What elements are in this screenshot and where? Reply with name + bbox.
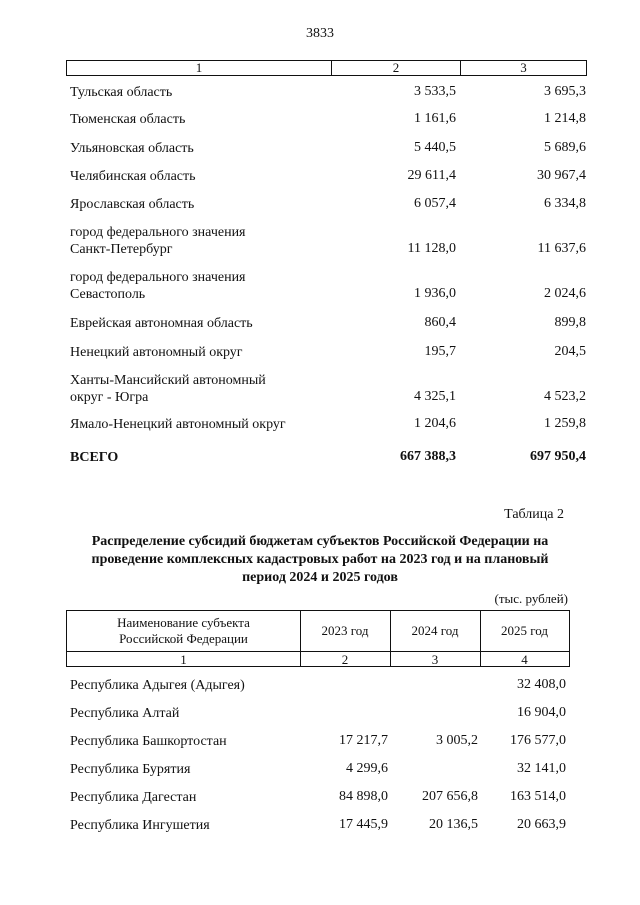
column-divider <box>300 611 301 666</box>
table2-title-line2: проведение комплексных кадастровых работ на 2023 год и на плановый <box>91 552 549 567</box>
value-col3: 204,5 <box>554 344 586 359</box>
value-col2: 5 440,5 <box>414 140 456 155</box>
header-num-3: 3 <box>390 651 480 668</box>
value-col3: 4 523,2 <box>544 389 586 404</box>
region-name: Республика Дагестан <box>70 790 197 805</box>
header-subject-line2: Российской Федерации <box>119 631 248 646</box>
header-2024: 2024 год <box>411 623 459 638</box>
value-col2: 6 057,4 <box>414 196 456 211</box>
value-2024: 20 136,5 <box>429 817 478 832</box>
header-num-1: 1 <box>67 651 300 668</box>
value-2024: 3 005,2 <box>436 733 478 748</box>
value-col2: 1 936,0 <box>414 286 456 301</box>
value-col2: 29 611,4 <box>407 168 456 183</box>
region-name: Еврейская автономная область <box>70 316 253 331</box>
value-col3: 2 024,6 <box>544 286 586 301</box>
value-col3: 899,8 <box>554 315 586 330</box>
header-num-4: 4 <box>480 651 569 668</box>
value-2023: 4 299,6 <box>346 761 388 776</box>
value-2024: 207 656,8 <box>422 789 478 804</box>
region-name-line1: город федерального значения <box>70 225 246 240</box>
value-2025: 16 904,0 <box>517 705 566 720</box>
region-name: Республика Башкортостан <box>70 734 227 749</box>
header-2023: 2023 год <box>321 623 369 638</box>
region-name-line2: округ - Югра <box>70 390 149 405</box>
total-label: ВСЕГО <box>70 450 119 465</box>
total-col3: 697 950,4 <box>530 449 586 464</box>
units-label: (тыс. рублей) <box>494 591 568 606</box>
page-number: 3833 <box>306 26 334 41</box>
table2-label: Таблица 2 <box>504 507 564 522</box>
value-col2: 4 325,1 <box>414 389 456 404</box>
region-name-line1: Ханты-Мансийский автономный <box>70 373 266 388</box>
table2-title <box>66 533 574 587</box>
total-col2: 667 388,3 <box>400 449 456 464</box>
value-2025: 32 408,0 <box>517 677 566 692</box>
value-col3: 3 695,3 <box>544 84 586 99</box>
table1-header-col3: 3 <box>520 60 527 75</box>
region-name-line1: город федерального значения <box>70 270 246 285</box>
value-2025: 163 514,0 <box>510 789 566 804</box>
region-name-line2: Санкт-Петербург <box>70 242 173 257</box>
value-col3: 1 214,8 <box>544 111 586 126</box>
value-col2: 11 128,0 <box>407 241 456 256</box>
value-col2: 3 533,5 <box>414 84 456 99</box>
value-col3: 1 259,8 <box>544 416 586 431</box>
header-2025: 2025 год <box>501 623 548 638</box>
value-2023: 17 217,7 <box>339 733 388 748</box>
value-2023: 17 445,9 <box>339 817 388 832</box>
value-col3: 6 334,8 <box>544 196 586 211</box>
region-name: Челябинская область <box>70 169 196 184</box>
value-col2: 1 161,6 <box>414 111 456 126</box>
column-divider <box>480 611 481 666</box>
value-col3: 11 637,6 <box>537 241 586 256</box>
header-subject-line1: Наименование субъекта <box>117 615 250 630</box>
table1-header-col2: 2 <box>332 61 461 75</box>
region-name: Республика Бурятия <box>70 762 191 777</box>
value-col3: 5 689,6 <box>544 140 586 155</box>
table2-header <box>66 610 570 667</box>
region-name: Республика Адыгея (Адыгея) <box>70 678 245 693</box>
header-num-2: 2 <box>300 651 390 668</box>
region-name-line2: Севастополь <box>70 287 146 302</box>
value-2025: 32 141,0 <box>517 761 566 776</box>
table1-header-col1: 1 <box>67 61 332 75</box>
table2-title-line1: Распределение субсидий бюджетам субъектов Российской Федерации на <box>91 534 549 549</box>
region-name: Тюменская область <box>70 112 186 127</box>
value-2025: 20 663,9 <box>517 817 566 832</box>
region-name: Ярославская область <box>70 197 195 212</box>
value-col2: 1 204,6 <box>414 416 456 431</box>
region-name: Республика Ингушетия <box>70 818 210 833</box>
region-name: Ямало-Ненецкий автономный округ <box>70 417 286 432</box>
region-name: Ульяновская область <box>70 141 194 156</box>
region-name: Республика Алтай <box>70 706 180 721</box>
region-name: Ненецкий автономный округ <box>70 345 243 360</box>
value-col2: 195,7 <box>424 344 456 359</box>
table1-header <box>66 60 587 76</box>
region-name: Тульская область <box>70 85 173 100</box>
value-col2: 860,4 <box>424 315 456 330</box>
header-subject-name <box>67 611 300 651</box>
value-col3: 30 967,4 <box>537 168 586 183</box>
value-2025: 176 577,0 <box>510 733 566 748</box>
table2-title-line3: период 2024 и 2025 годов <box>242 570 398 585</box>
column-divider <box>390 611 391 666</box>
value-2023: 84 898,0 <box>339 789 388 804</box>
